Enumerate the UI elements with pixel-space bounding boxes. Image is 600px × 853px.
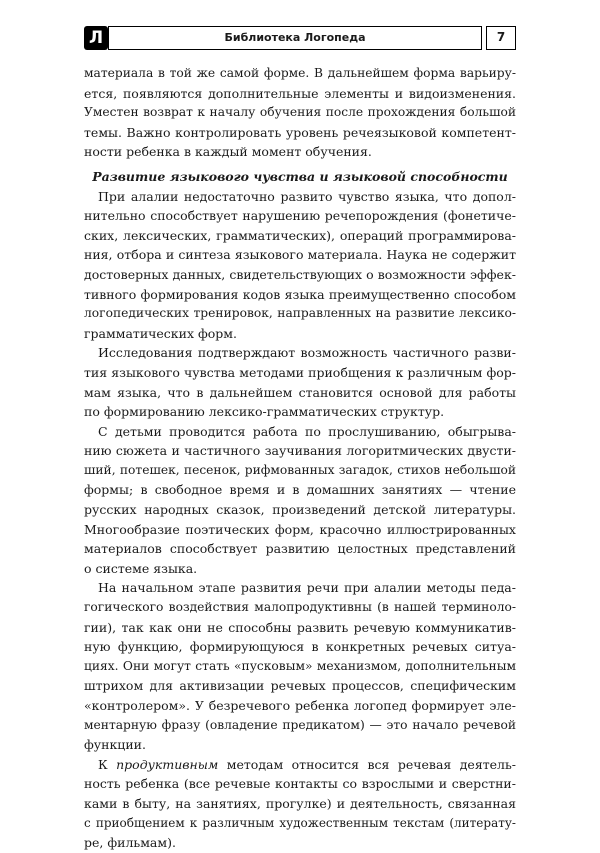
section-heading: Развитие языкового чувства и языковой способности xyxy=(92,168,508,184)
text-line xyxy=(84,755,516,775)
paragraph xyxy=(84,755,516,853)
text-run: методам относится вся речевая деятель- xyxy=(218,756,516,772)
text-line: ния, отбора и синтеза языкового материала. Наука не содержит xyxy=(84,247,516,263)
text-line: ется, появляются дополнительные элементы и видоизменения. xyxy=(84,85,516,101)
text-line: темы. Важно контролировать уровень речеязыковой компетент- xyxy=(84,124,516,140)
text-line: ность ребенка (все речевые контакты со взрослыми и сверстни- xyxy=(84,776,516,792)
text-line: Исследования подтверждают возможность частичного разви- xyxy=(98,345,516,361)
page-body xyxy=(84,64,516,853)
text-line: циях. Они могут стать «пусковым» механизмом, дополнительным xyxy=(84,658,516,673)
text-line: ности ребенка в каждый момент обучения. xyxy=(84,144,372,160)
text-line: функции. xyxy=(84,737,146,753)
paragraph xyxy=(84,422,516,579)
text-line: На начальном этапе развития речи при алалии методы педа- xyxy=(98,580,516,596)
text-line: достоверных данных, свидетельствующих о возможности эффек- xyxy=(84,266,516,282)
text-run: К xyxy=(98,756,117,772)
page-number: 7 xyxy=(486,26,516,50)
text-line: тивного формирования кодов языка преимущественно способом xyxy=(84,286,516,302)
text-line: мам языка, что в дальнейшем становится основой для работы xyxy=(84,384,516,400)
text-line: Многообразие поэтических форм, красочно иллюстрированных xyxy=(84,521,516,537)
text-line: ками в быту, на занятиях, прогулке) и деятельность, связанная xyxy=(84,795,516,811)
text-line: с приобщением к различным художественным текстам (литерату- xyxy=(84,815,516,830)
text-line: ре, фильмам). xyxy=(84,835,176,851)
text-line: штрихом для активизации речевых процессов, специфическим xyxy=(84,678,516,694)
text-line: нию сюжета и частичного заучивания логоритмических двусти- xyxy=(84,443,516,459)
paragraph xyxy=(84,187,516,344)
text-line: ских, лексических, грамматических), операций программирова- xyxy=(84,227,516,243)
text-line: ментарную фразу (овладение предикатом) — это начало речевой xyxy=(84,717,516,732)
text-line: по формированию лексико-грамматических структур. xyxy=(84,404,445,420)
text-line: Уместен возврат к началу обучения после прохождения большой xyxy=(84,105,516,120)
paragraph-continued xyxy=(84,64,516,162)
series-title: Библиотека Логопеда xyxy=(108,26,482,50)
text-line: нительно способствует нарушению речепорождения (фонетиче- xyxy=(84,208,516,224)
text-line: ную функцию, формирующуюся в конкретных речевых ситуа- xyxy=(84,639,516,655)
text-line: русских народных сказок, произведений детской литературы. xyxy=(84,502,516,518)
text-line: материала в той же самой форме. В дальнейшем форма варьиру- xyxy=(84,66,516,80)
text-line: гогического воздействия малопродуктивны (в нашей терминоло- xyxy=(84,600,516,615)
text-line: грамматических форм. xyxy=(84,325,237,341)
text-line: С детьми проводится работа по прослушиванию, обыгрыва- xyxy=(98,423,516,439)
paragraph xyxy=(84,578,516,754)
series-logo: Л xyxy=(84,26,108,50)
text-line: о системе языка. xyxy=(84,560,198,576)
emphasis-term: продуктивным xyxy=(116,756,219,772)
text-line: гии), так как они не способны развить речевую коммуникатив- xyxy=(84,619,516,635)
text-line: При алалии недостаточно развито чувство языка, что допол- xyxy=(98,188,516,204)
text-line: логопедических тренировок, направленных на развитие лексико- xyxy=(84,306,516,321)
paragraph xyxy=(84,343,516,421)
text-line: ший, потешек, песенок, рифмованных загадок, стихов небольшой xyxy=(84,462,516,477)
text-line: «контролером». У безречевого ребенка логопед формирует эле- xyxy=(84,698,516,713)
text-line: материалов способствует развитию целостных представлений xyxy=(84,541,516,557)
running-header xyxy=(84,26,516,50)
text-line: формы; в свободное время и в домашних занятиях — чтение xyxy=(84,482,516,498)
text-line: тия языкового чувства методами приобщения к различным фор- xyxy=(84,364,516,380)
